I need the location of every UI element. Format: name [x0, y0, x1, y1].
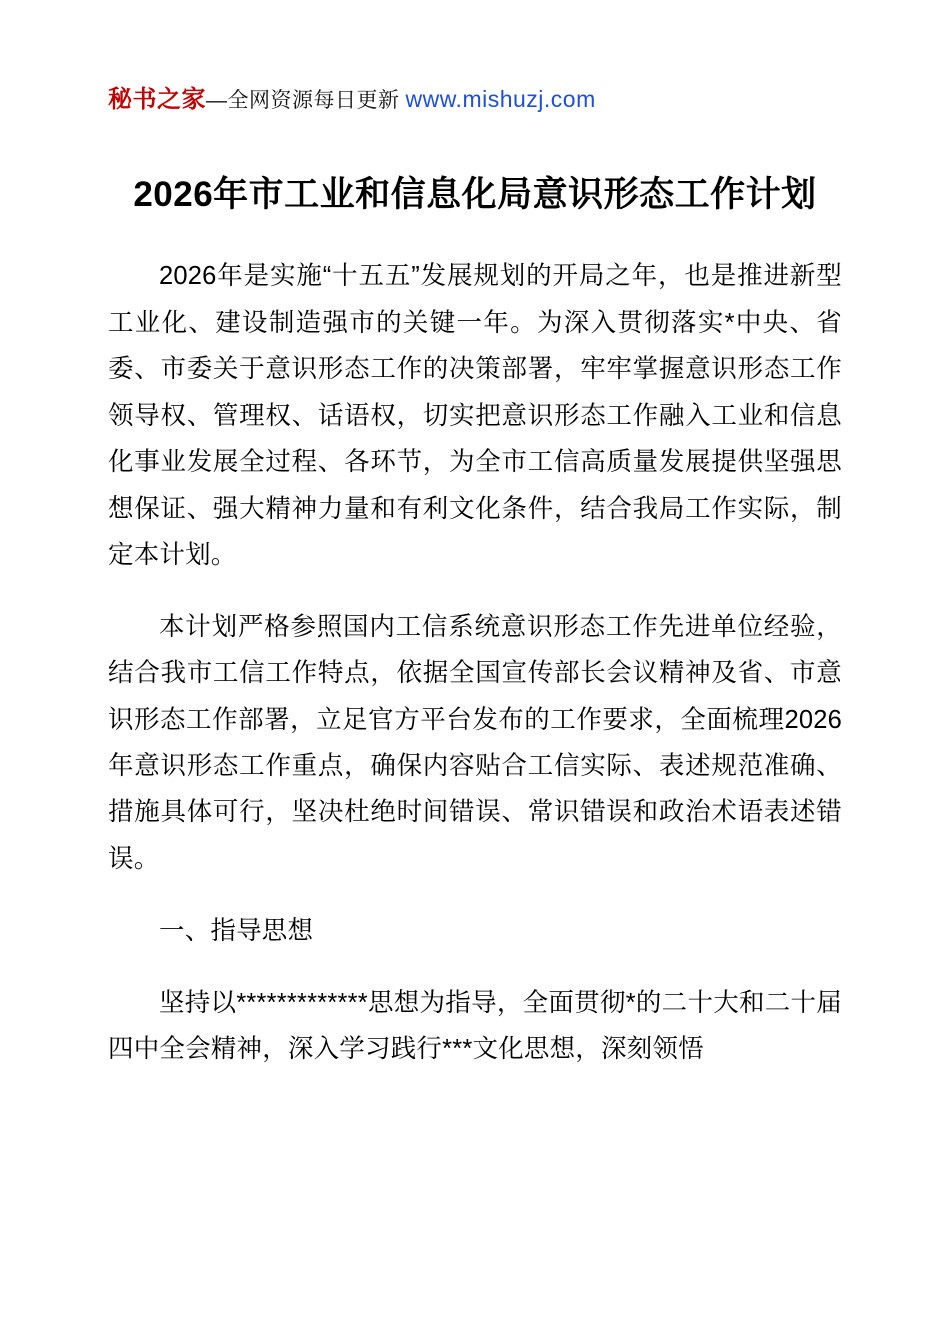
- body-paragraph-3: 坚持以*************思想为指导，全面贯彻*的二十大和二十届四中全会精神，深入学习践行***文化思想，深刻领悟: [108, 988, 842, 1064]
- document-title: 2026年市工业和信息化局意识形态工作计划: [133, 174, 817, 214]
- site-tagline: 全网资源每日更新: [227, 89, 400, 112]
- body-paragraph-2: 本计划严格参照国内工信系统意识形态工作先进单位经验，结合我市工信工作特点，依据全国宣传部长会议精神及省、市意识形态工作部署，立足官方平台发布的工作要求，全面梳理2026年意识形态工作重点，确保内容贴合工信实际、表述规范准确、措施具体可行，坚决杜绝时间错误、常识错误和政治术语表述错误。: [108, 612, 842, 873]
- site-brand-name: 秘书之家: [108, 86, 206, 113]
- site-url-link[interactable]: www.mishuzj.com: [405, 86, 596, 112]
- page-content: [108, 0, 842, 1098]
- body-paragraph-1: 2026年是实施“十五五”发展规划的开局之年，也是推进新型工业化、建设制造强市的关键一年。为深入贯彻落实*中央、省委、市委关于意识形态工作的决策部署，牢牢掌握意识形态工作领导权、管理权、话语权，切实把意识形态工作融入工业和信息化事业发展全过程、各环节，为全市工信高质量发展提供坚强思想保证、强大精神力量和有利文化条件，结合我局工作实际，制定本计划。: [108, 262, 842, 569]
- header-separator: —: [206, 89, 228, 112]
- section-heading-1: 一、指导思想: [159, 916, 314, 945]
- site-watermark-header: [108, 86, 842, 115]
